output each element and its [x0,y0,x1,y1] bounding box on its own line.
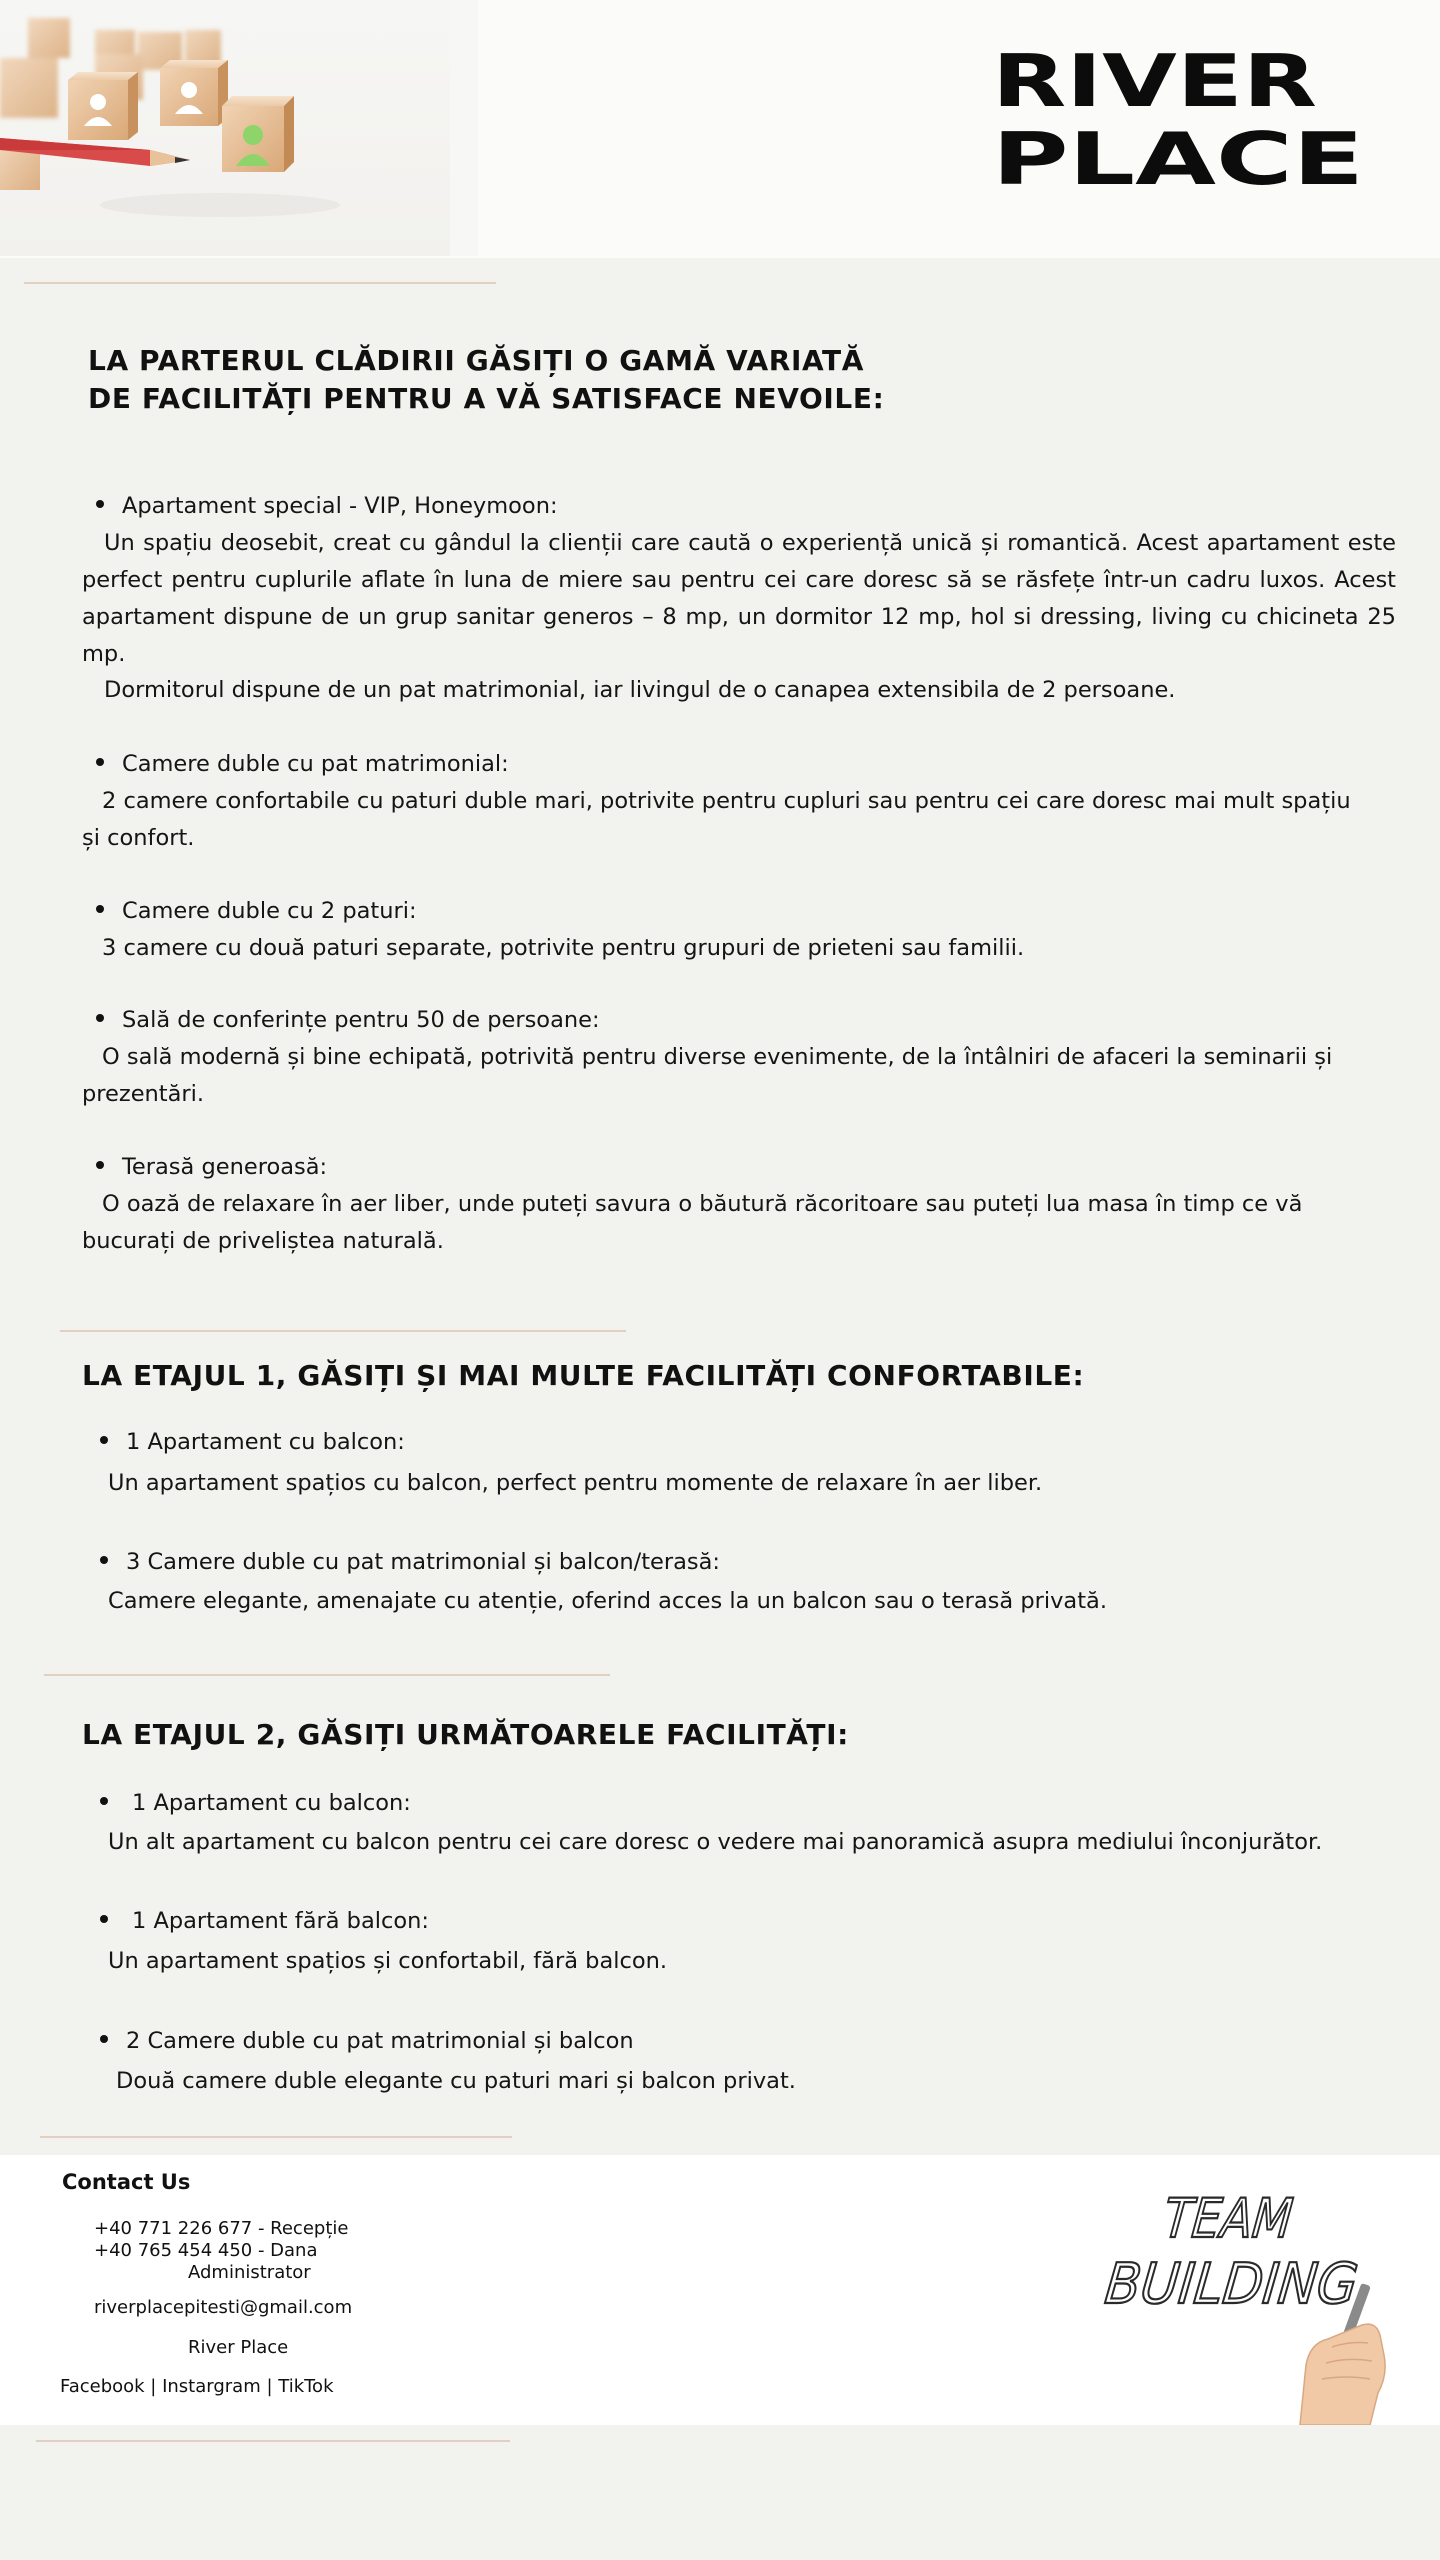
list-item-title: Camere duble cu pat matrimonial: [96,746,509,783]
list-item-description: Un alt apartament cu balcon pentru cei care doresc o vedere mai panoramică asupra mediului înconjurător. [108,1829,1323,1855]
floor2-heading: LA ETAJUL 2, GĂSIȚI URMĂTOARELE FACILITĂȚI: [82,1718,849,1751]
list-item-title: 1 Apartament fără balcon: [100,1903,429,1940]
brand-logo-line2: PLACE [992,117,1364,194]
contact-email[interactable]: riverplacepitesti@gmail.com [94,2297,353,2318]
divider-line [44,1674,610,1676]
list-item-description: 2 camere confortabile cu paturi duble mari, potrivite pentru cupluri sau pentru cei care doresc mai mult spațiu și confort. [82,788,1351,851]
phone-administrator-role: Administrator [188,2262,311,2283]
bullet-icon [100,1436,108,1444]
brand-logo-line1: RIVER [992,44,1317,123]
ground-floor-heading-line2: DE FACILITĂȚI PENTRU A VĂ SATISFACE NEVOILE: [88,382,885,415]
list-item-title: Sală de conferințe pentru 50 de persoane: [96,1002,600,1039]
list-item-title: Terasă generoasă: [96,1149,327,1186]
phone-administrator[interactable]: +40 765 454 450 - Dana [94,2240,318,2261]
list-item-title: 2 Camere duble cu pat matrimonial și balcon [100,2023,634,2060]
list-item-description: Camere elegante, amenajate cu atenție, oferind acces la un balcon sau o terasă privată. [108,1588,1107,1614]
bullet-icon [96,758,104,766]
list-item-title: 3 Camere duble cu pat matrimonial și balcon/terasă: [100,1544,720,1581]
floor1-heading: LA ETAJUL 1, GĂSIȚI ȘI MAI MULTE FACILITĂȚI CONFORTABILE: [82,1359,1085,1392]
hero-image [0,0,450,256]
bullet-icon [96,500,104,508]
ground-floor-heading-line1: LA PARTERUL CLĂDIRII GĂSIȚI O GAMĂ VARIATĂ [88,344,865,377]
list-item-title: Camere duble cu 2 paturi: [96,893,417,930]
bullet-icon [96,1014,104,1022]
divider-line [40,2136,512,2138]
hero-image-edge [450,0,478,256]
bullet-icon [100,1797,108,1805]
bullet-icon [100,2035,108,2043]
contact-title: Contact Us [62,2170,191,2194]
list-item-title: 1 Apartament cu balcon: [100,1424,405,1461]
team-building-line1: TEAM [1161,2187,1319,2250]
social-links[interactable]: Facebook | Instargram | TikTok [60,2376,334,2397]
list-item-description: 3 camere cu două paturi separate, potrivite pentru grupuri de prieteni sau familii. [102,935,1025,961]
team-building-illustration [1100,2165,1420,2425]
divider-line [24,282,496,284]
phone-reception[interactable]: +40 771 226 677 - Recepție [94,2218,349,2239]
list-item-description: O oază de relaxare în aer liber, unde puteți savura o băutură răcoritoare sau puteți lua masa în timp ce vă bucurați de priveliștea naturală. [82,1191,1303,1254]
brand-logo [992,44,1372,194]
divider-line [36,2440,510,2442]
bullet-icon [96,905,104,913]
list-item-description: Un spațiu deosebit, creat cu gândul la clienții care caută o experiență unică și romantică. Acest apartament este perfect pentru cuplurile aflate în luna de miere sau pentru cei care doresc să se răsfețe într-un cadru luxos. Acest apartament dispune de un grup sanitar generos – 8 mp, un dormitor 12 mp, hol si dressing, living cu chicineta 25 mp. [82,530,1396,667]
list-item-description: O sală modernă și bine echipată, potrivită pentru diverse evenimente, de la întâlniri de afaceri la seminarii și prezentări. [82,1044,1333,1107]
contact-name: River Place [188,2337,289,2358]
list-item-description: Un apartament spațios cu balcon, perfect pentru momente de relaxare în aer liber. [108,1470,1043,1496]
list-item-title: Apartament special - VIP, Honeymoon: [96,488,558,525]
divider-line [60,1330,626,1332]
bullet-icon [100,1556,108,1564]
bullet-icon [100,1915,108,1923]
list-item-title: 1 Apartament cu balcon: [100,1785,411,1822]
list-item-description: Două camere duble elegante cu paturi mari și balcon privat. [116,2068,796,2094]
bullet-icon [96,1161,104,1169]
team-building-line2: BUILDING [1102,2252,1381,2317]
ground-floor-heading [88,342,988,418]
list-item-description: Un apartament spațios și confortabil, fără balcon. [108,1948,668,1974]
list-item-extra: Dormitorul dispune de un pat matrimonial, iar livingul de o canapea extensibila de 2 persoane. [104,677,1176,703]
wooden-cubes-illustration [0,0,450,256]
